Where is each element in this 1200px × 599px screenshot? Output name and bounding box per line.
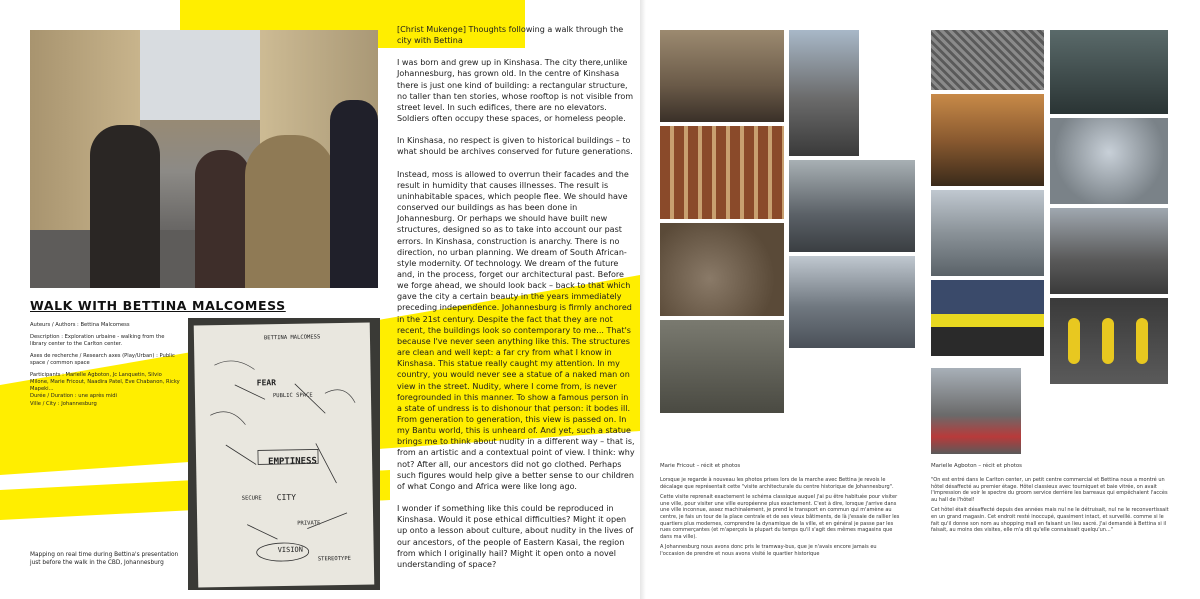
essay-paragraph-2: In Kinshasa, no respect is given to historical buildings – to what should be archives conserved for future generations. xyxy=(397,136,633,157)
photo-station-hall xyxy=(789,160,915,252)
notebook-sketch-photo xyxy=(188,318,380,590)
meta-participants: Participants : Marielle Agboton, Jc Lanquetin, Silvio Milone, Marie Fricout, Naadira Patel, Eve Chabanon, Ricky Mapeki... xyxy=(30,372,180,392)
notes-word-3: SECURE xyxy=(241,495,262,502)
photo-mall-atrium xyxy=(1050,118,1168,204)
photo-red-street xyxy=(931,368,1021,454)
text-marie-p1: Lorsque je regarde à nouveau les photos prises lors de la marche avec Bettina je revois le décalage que représentait cette "visite architecturale du centre historique de Johannesburg". xyxy=(660,477,894,490)
person-2 xyxy=(195,150,250,288)
essay-paragraph-3: Instead, moss is allowed to overrun their facades and the result in humidity that causes illnesses. The result is uninhabitable spaces, which people flee. We should have conserved our buildings as has been done in Johannesburg. Or perhaps we should have built new structures, designed so as to take into account our past errors. In Kinshasa, construction is anarchy. There is no direction, no urban planning. We dream of South African-style modernity. Of technology. We dream of the future and, in the process, forget our architectural past. Before we forge ahead, we should look back – back to that which gave the city a certain beauty in the years immediately preceding independence. Johannesburg is firmly anchored in the 21st century. Despite the fact that they are not recent, the buildings look so contemporary to me... That's because I've never seen anything like this. The structures are clean and well kept: a far cry from what I know in Kinshasa. This statue really caught my attention. In my country, you would never see a statue of a naked man on view in the street. Nudity, where I come from, is never foregrounded in this manner. To show a famous person in a state of undress is to dishonour that person: it bodes ill. From generation to generation, this view is passed on. In my Bantu world, this is unheard of. And yet, such a statue brings me to think about nudity in a different way – that is, from an artistic and a contextual point of view. I think: why not? After all, our ancestors did not go clothed. Perhaps such figures would help give a better sense to our children of what Congo and Africa were like long ago. xyxy=(397,169,635,491)
notes-word-2: EMPTINESS xyxy=(268,456,317,468)
notes-word-5: PRIVATE xyxy=(297,520,321,527)
essay-column xyxy=(397,24,635,581)
photo-hotel-lobby xyxy=(931,94,1044,186)
notebook-page xyxy=(194,322,375,587)
meta-city: Ville / City : Johannesburg xyxy=(30,401,97,407)
photo-site-pit xyxy=(660,320,784,413)
notes-word-6: VISION xyxy=(277,545,304,555)
text-marielle-p2: Cet hôtel était désaffecté depuis des années mais nul ne le détruisait, nul ne le reconvertissait en un grand magasin. Cet endroit resté inoccupé, quasiment intact, et surveillé. comme si le fait qu'il donne son nom au shopping mall en faisant un lieu sacré. J'ai demandé à Bettina si il faisait, au moins des visites, elle m'a dit qu'elle connaissait quelqu'un..." xyxy=(931,507,1169,534)
notes-scribbles xyxy=(194,322,375,587)
caption-marielle: Marielle Agboton – récit et photos xyxy=(931,463,1022,469)
person-1 xyxy=(90,125,160,288)
photo-yellow-posts xyxy=(1050,298,1168,384)
sky xyxy=(140,30,260,120)
essay-heading: [Christ Mukenge] Thoughts following a walk through the city with Bettina xyxy=(397,25,624,46)
post-2 xyxy=(1102,318,1114,364)
photo-brick-building xyxy=(660,126,784,219)
photo-rocks xyxy=(660,223,784,316)
text-marielle-p1: "On est entré dans le Carlton center, un petit centre commercial et Bettina nous a montré un hôtel désaffecté au premier étage. Hôtel classieux avec tourniquet et baie vitrée, on avait l'impression de voir le spectre du groom service derrière les barreaux qui empêchaient l'accès au hall de l'hôtel! xyxy=(931,477,1168,503)
meta-description: Description : Exploration urbaine - walking from the library center to the Carlton center. xyxy=(30,334,165,347)
essay-paragraph-4: I wonder if something like this could be reproduced in Kinshasa. Would it pose ethical difficulties? Might it open up onto a lesson about culture, about nudity in the lives of our ancestors, of the people of Eastern Kasai, the region from which I originally hail? Might it open onto a novel understanding of space? xyxy=(397,504,634,569)
street-group-photo xyxy=(30,30,378,288)
text-marie xyxy=(660,477,900,562)
text-marie-p3: A Johannesburg nous avons donc pris le tramway-bus, que je n'avais encore jamais eu l'occasion de prendre et nous avons visité le quartier historique xyxy=(660,544,877,557)
text-marielle xyxy=(931,477,1171,538)
photo-city-street xyxy=(1050,208,1168,294)
photo-building-facade xyxy=(931,190,1044,276)
caption-marie: Marie Fricout – récit et photos xyxy=(660,463,741,469)
notes-word-4: CITY xyxy=(276,492,297,503)
page-gutter xyxy=(640,0,646,599)
photo-library-entrance xyxy=(660,30,784,122)
photo-yellow-floor xyxy=(931,280,1044,356)
notes-header: BETTINA MALCOMESS xyxy=(263,334,321,342)
photo-bus-platform xyxy=(789,256,915,348)
page-title: WALK WITH BETTINA MALCOMESS xyxy=(30,298,286,313)
meta-duration: Durée / Duration : une après midi xyxy=(30,393,117,399)
notes-word-0: FEAR xyxy=(256,378,277,388)
text-marie-p2: Cette visite reprenait exactement le schéma classique auquel j'ai pu être habituée pour visiter une ville, pour visiter une ville européenne plus exactement. C'est à dire, lorsque j'arrive dans une ville inconnue, assez machinalement, je prend le transport en commun qui m'amène au centre, je fais un tour de la place centrale et de ses vieux bâtiments, de là j'essaie de rallier les quartiers plus modernes, comprendre la dynamique de la ville, et en général je passe par les rues commerçantes (et m'aperçois la plupart du temps qu'il s'agit des mêmes magasins que dans ma ville). xyxy=(660,494,900,540)
notes-word-7: STEREOTYPE xyxy=(317,555,351,563)
photo-caption: Mapping on real time during Bettina's presentation just before the walk in the CBD, Johannesburg xyxy=(30,552,179,566)
meta-authors: Auteurs / Authors : Bettina Malcomess xyxy=(30,322,130,328)
photo-escalator xyxy=(1050,30,1168,114)
post-1 xyxy=(1068,318,1080,364)
meta-research: Axes de recherche / Research axes (Play/Urban) : Public space / common space xyxy=(30,353,175,366)
notes-word-1: PUBLIC SPACE xyxy=(272,392,313,400)
photo-aerial-map xyxy=(931,30,1044,90)
post-3 xyxy=(1136,318,1148,364)
essay-paragraph-1: I was born and grew up in Kinshasa. The city there,unlike Johannesburg, has grown old. In the centre of Kinshasa there is just one kind of building: a rectangular structure, no taller than ten stories, whose rooftop is not visible from street level. In such edifices, there are no elevators. Soldiers often occupy these spaces, or homeless people. xyxy=(397,58,634,124)
person-3 xyxy=(245,135,335,288)
photo-street-tower xyxy=(789,30,859,156)
person-4 xyxy=(330,100,378,288)
